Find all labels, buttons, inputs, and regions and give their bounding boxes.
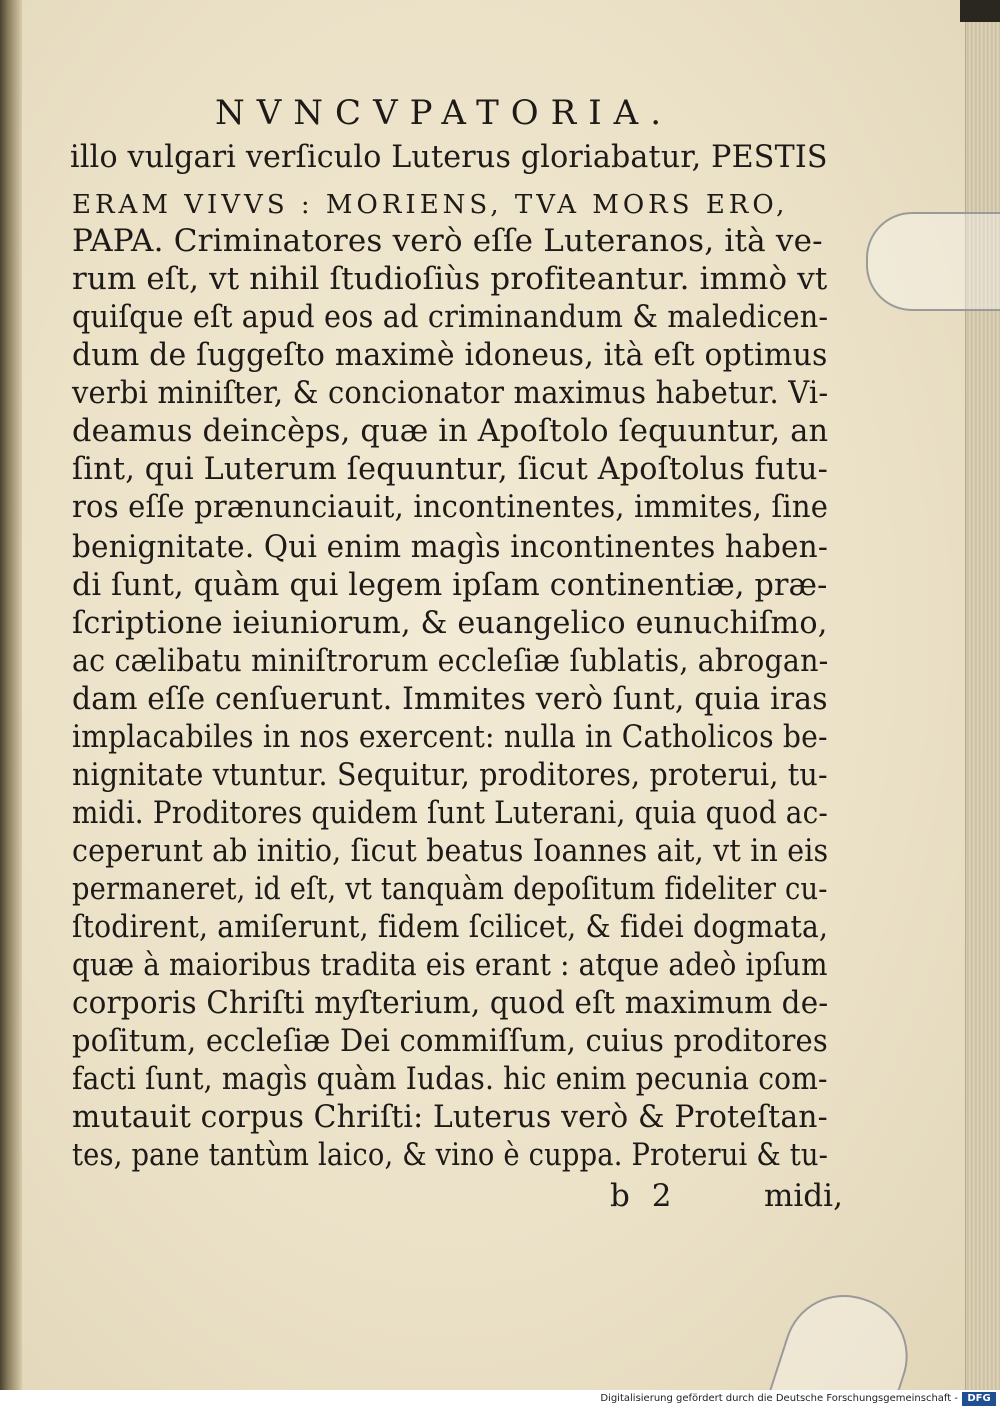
text-line: PAPA. Criminatores verò eſſe Luteranos, ità ve- [72,223,823,259]
text-line: dum de ſuggeſto maximè idoneus, ità eſt optimus [72,337,828,373]
dfg-logo: DFG [962,1392,996,1406]
text-line: di ſunt, quàm qui legem ipſam continentiæ, præ- [72,567,828,603]
text-line: corporis Chriſti myſterium, quod eſt maximum de- [72,985,829,1021]
text-line: verbi miniſter, & concionator maximus habetur. Vi- [72,375,829,411]
funding-note: Digitalisierung gefördert durch die Deutsche Forschungsgemeinschaft - [600,1393,958,1404]
text-line: nignitate vtuntur. Sequitur, proditores, proterui, tu- [72,757,828,793]
text-line: midi. Proditores quidem ſunt Luterani, quia quod ac- [72,795,828,831]
text-line: ac cælibatu miniſtrorum eccleſiæ ſublatis, abrogan- [72,643,829,679]
text-line: ceperunt ab initio, ſicut beatus Ioannes ait, vt in eis [72,833,829,869]
text-line: quiſque eſt apud eos ad criminandum & maledicen- [72,299,829,335]
footer-bar [0,1390,1000,1410]
text-line: ERAM VIVVS : MORIENS, TVA MORS ERO, [72,190,789,220]
text-line: benignitate. Qui enim magìs incontinentes haben- [72,529,828,565]
text-line: implacabiles in nos exercent: nulla in Catholicos be- [72,719,828,755]
text-line: deamus deincèps, quæ in Apoſtolo ſequuntur, an [72,413,829,449]
text-line: dam eſſe cenſuerunt. Immites verò ſunt, quia iras [72,681,828,717]
text-line: tes, pane tantùm laico, & vino è cuppa. Proterui & tu- [72,1137,829,1173]
text-line: ſcriptione ieiuniorum, & euangelico eunuchiſmo, [72,605,828,641]
text-line: poſitum, eccleſiæ Dei commiſſum, cuius proditores [72,1023,828,1059]
running-head: NVNCVPATORIA. [215,93,674,133]
text-line: ſint, qui Luterum ſequuntur, ſicut Apoſtolus futu- [72,451,829,487]
text-line: illo vulgari verſiculo Luterus gloriabatur, PESTIS [70,139,828,175]
catchword: midi, [764,1178,843,1214]
text-line: ſtodirent, amiſerunt, fidem ſcilicet, & fidei dogmata, [72,909,829,945]
text-line: permaneret, id eſt, vt tanquàm depoſitum fideliter cu- [72,871,828,907]
text-line: ros eſſe prænunciauit, incontinentes, immites, ſine [72,489,829,525]
text-line: facti ſunt, magìs quàm Iudas. hic enim pecunia com- [72,1061,828,1097]
text-line: mutauit corpus Chriſti: Luterus verò & Proteſtan- [72,1099,828,1135]
signature-mark: b 2 [610,1178,678,1214]
text-line: rum eſt, vt nihil ſtudioſiùs profiteantur. immò vt [72,261,828,297]
text-line: quæ à maioribus tradita eis erant : atque adeò ipſum [72,947,828,983]
